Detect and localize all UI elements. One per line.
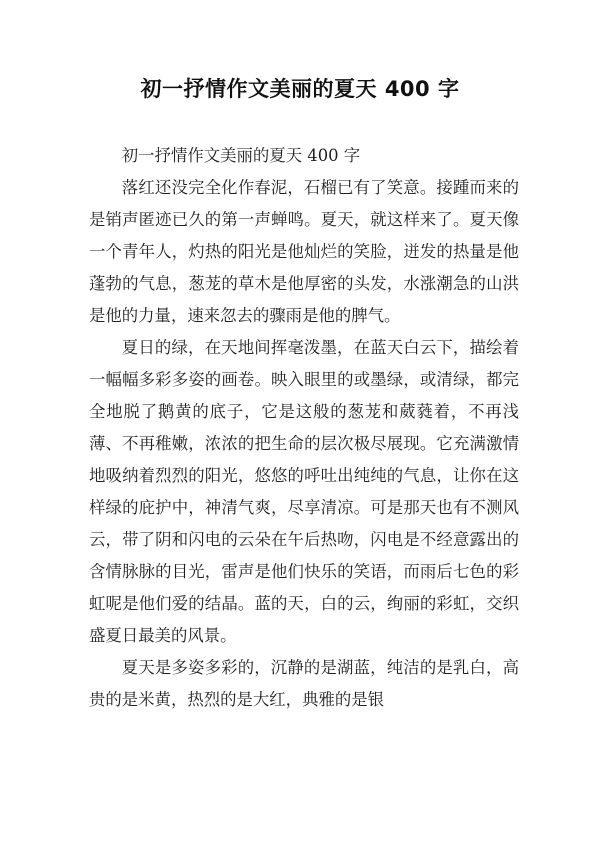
- paragraph-2: 夏日的绿，在天地间挥毫泼墨，在蓝天白云下，描绘着一幅幅多彩多姿的画卷。映入眼里的或墨绿，或清绿，都完全地脱了鹅黄的底子，它是这般的葱茏和葳蕤着，不再浅薄、不再稚嫩，浓浓的把生命的层次极尽展现。它充满激情地吸纳着烈烈的阳光，悠悠的呼吐出纯纯的气息，让你在这样绿的庇护中，神清气爽，尽享清凉。可是那天也有不测风云，带了阴和闪电的云朵在午后热吻，闪电是不经意露出的含情脉脉的目光，雷声是他们快乐的笑语，而雨后七色的彩虹呢是他们爱的结晶。蓝的天，白的云，绚丽的彩虹，交织盛夏日最美的风景。: [89, 338, 519, 645]
- document-title: 初一抒情作文美丽的夏天 400 字: [140, 77, 460, 101]
- document-body: [89, 140, 519, 716]
- paragraph-1: 落红还没完全化作春泥，石榴已有了笑意。接踵而来的是销声匿迹已久的第一声蝉鸣。夏天，就这样来了。夏天像一个青年人，灼热的阳光是他灿烂的笑脸，迸发的热量是他蓬勃的气息，葱茏的草木是他厚密的头发，水涨潮急的山洪是他的力量，速来忽去的骤雨是他的脾气。: [89, 178, 519, 325]
- document-subtitle: 初一抒情作文美丽的夏天 400 字: [121, 146, 361, 165]
- paragraph-3: 夏天是多姿多彩的，沉静的是湖蓝，纯洁的是乳白，高贵的是米黄，热烈的是大红，典雅的是银: [89, 658, 519, 709]
